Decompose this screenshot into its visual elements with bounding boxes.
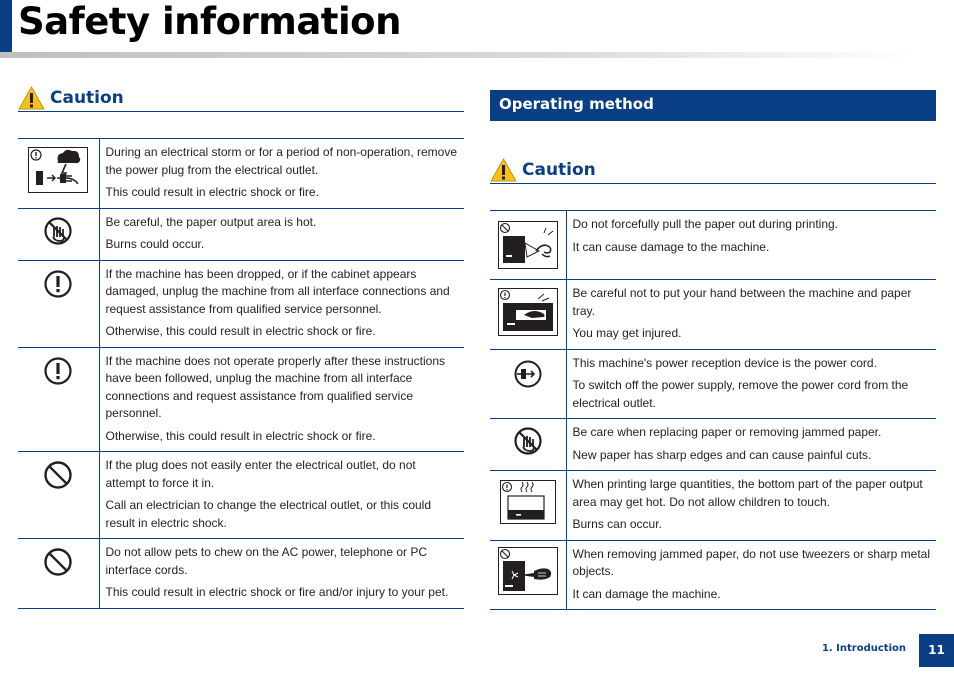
caution-text-cell	[99, 260, 464, 347]
table-row	[18, 539, 464, 609]
warning-exclamation-icon	[43, 356, 73, 386]
table-row	[18, 139, 464, 209]
caution-consequence: Call an electrician to change the electrical outlet, or this could result in electric shock.	[105, 498, 432, 530]
caution-warning-icon	[490, 158, 517, 182]
caution-consequence: This could result in electric shock or fire and/or injury to your pet.	[105, 585, 449, 599]
caution-text-cell	[566, 211, 936, 280]
caution-consequence: To switch off the power supply, remove the power cord from the electrical outlet.	[572, 378, 909, 410]
caution-consequence: This could result in electric shock or fire.	[105, 185, 319, 199]
icon-cell	[18, 260, 99, 347]
table-row	[490, 419, 936, 471]
table-row	[490, 211, 936, 280]
title-divider	[0, 52, 915, 58]
caution-consequence: Otherwise, this could result in electric shock or fire.	[105, 324, 376, 338]
caution-consequence: It can cause damage to the machine.	[572, 239, 770, 254]
no-touch-hand-icon	[513, 426, 543, 456]
hand-in-tray-icon	[498, 288, 558, 336]
icon-cell	[490, 280, 566, 350]
icon-cell	[490, 471, 566, 541]
table-row	[490, 471, 936, 541]
caution-consequence: Otherwise, this could result in electric shock or fire.	[105, 428, 376, 443]
caution-statement: Do not forcefully pull the paper out during printing.	[572, 217, 838, 231]
table-row	[18, 452, 464, 539]
caution-statement: When printing large quantities, the bottom part of the paper output area may get hot. Do not allow children to touch.	[572, 477, 923, 509]
caution-text-cell	[99, 452, 464, 539]
caution-consequence: Burns could occur.	[105, 237, 205, 251]
caution-consequence: Burns can occur.	[572, 517, 662, 531]
icon-cell	[490, 540, 566, 610]
caution-text-cell	[99, 208, 464, 260]
icon-cell	[490, 419, 566, 471]
caution-text-cell	[566, 471, 936, 541]
caution-label: Caution	[522, 160, 596, 180]
caution-statement: If the plug does not easily enter the electrical outlet, do not attempt to force it in.	[105, 458, 416, 490]
icon-cell	[18, 208, 99, 260]
caution-text-cell	[566, 280, 936, 350]
icon-cell	[18, 139, 99, 209]
caution-statement: If the machine does not operate properly after these instructions have been followed, unplug the machine from all interface connections and request assistance from qualified service personnel.	[105, 353, 446, 420]
caution-text-cell	[566, 349, 936, 419]
table-row	[18, 260, 464, 347]
caution-statement: When removing jammed paper, do not use tweezers or sharp metal objects.	[572, 546, 931, 578]
icon-cell	[490, 349, 566, 419]
caution-text-cell	[99, 139, 464, 209]
icon-cell	[490, 211, 566, 280]
caution-label: Caution	[50, 88, 124, 108]
caution-statement: Be care when replacing paper or removing jammed paper.	[572, 425, 882, 439]
caution-text-cell	[566, 540, 936, 610]
footer-section-link[interactable]: 1. Introduction	[821, 643, 906, 654]
caution-text-cell	[99, 347, 464, 452]
table-row	[18, 208, 464, 260]
caution-text-cell	[566, 419, 936, 471]
table-row	[490, 280, 936, 350]
icon-cell	[18, 347, 99, 452]
no-tweezers-icon	[498, 547, 558, 595]
table-row	[18, 347, 464, 452]
caution-statement: If the machine has been dropped, or if the cabinet appears damaged, unplug the machine from all interface connections and request assistance from qualified service personnel.	[105, 266, 450, 316]
no-pull-paper-icon	[498, 221, 558, 269]
table-row	[490, 349, 936, 419]
caution-statement: During an electrical storm or for a period of non-operation, remove the power plug from the electrical outlet.	[105, 145, 458, 177]
caution-table-left	[18, 138, 464, 609]
prohibited-icon	[43, 460, 73, 490]
caution-statement: This machine's power reception device is the power cord.	[572, 355, 877, 370]
caution-heading-left	[18, 85, 464, 112]
table-row	[490, 540, 936, 610]
section-heading-operating-method: Operating method	[490, 90, 936, 121]
caution-statement: Be careful, the paper output area is hot.	[105, 214, 317, 229]
icon-cell	[18, 539, 99, 609]
page-number-badge: 11	[919, 634, 954, 667]
no-touch-hand-icon	[43, 216, 73, 246]
icon-cell	[18, 452, 99, 539]
caution-statement: Be careful not to put your hand between the machine and paper tray.	[572, 286, 912, 318]
caution-heading-right	[490, 157, 936, 184]
caution-table-right	[490, 210, 936, 610]
caution-text-cell	[99, 539, 464, 609]
page-title: Safety information	[18, 0, 401, 43]
prohibited-icon	[43, 547, 73, 577]
caution-consequence: It can damage the machine.	[572, 586, 721, 601]
caution-warning-icon	[18, 86, 45, 110]
title-accent-bar	[0, 0, 12, 52]
caution-consequence: New paper has sharp edges and can cause painful cuts.	[572, 447, 872, 462]
warning-exclamation-icon	[43, 269, 73, 299]
storm-unplug-icon	[28, 147, 88, 193]
caution-statement: Do not allow pets to chew on the AC power, telephone or PC interface cords.	[105, 545, 428, 577]
power-plug-icon	[513, 359, 543, 389]
hot-output-icon	[500, 480, 556, 524]
caution-consequence: You may get injured.	[572, 326, 682, 340]
